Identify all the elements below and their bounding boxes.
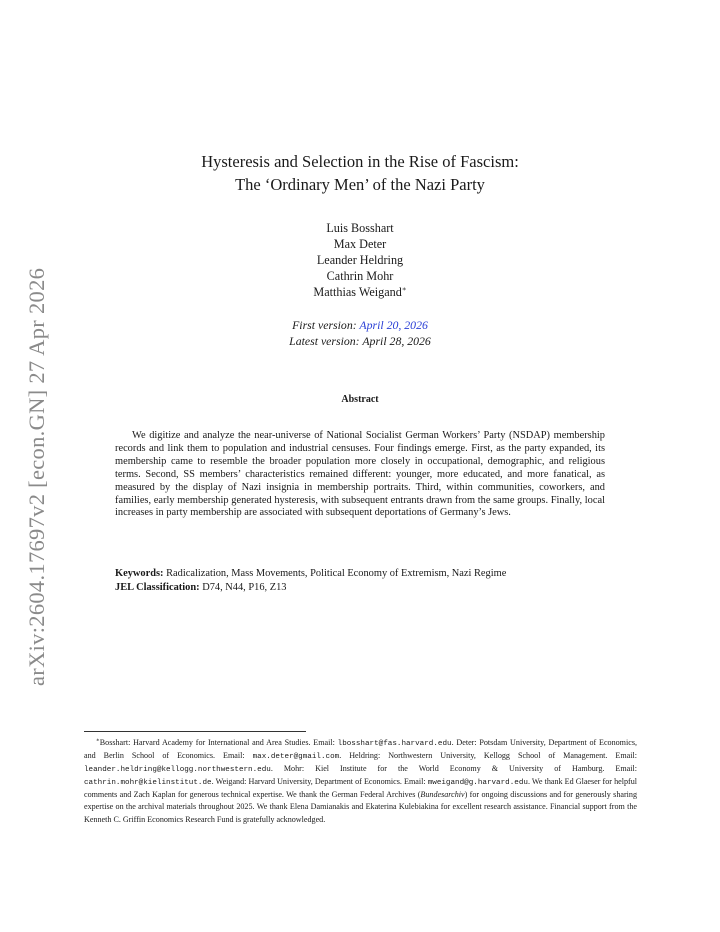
arxiv-stamp-text: arXiv:2604.17697v2 [econ.GN] 27 Apr 2026 <box>24 267 49 686</box>
footnote-mark: ∗ <box>401 284 407 293</box>
footnote-mark: ∗ <box>96 737 100 744</box>
first-version-label: First version: <box>292 318 360 332</box>
footnote <box>84 737 637 826</box>
title-line-1: Hysteresis and Selection in the Rise of Fascism: <box>201 152 519 171</box>
author-name: Max Deter <box>333 237 387 251</box>
footnote-text: . Mohr: Kiel Institute for the World Economy & University of Hamburg. Email: <box>270 764 637 774</box>
jel-value: D74, N44, P16, Z13 <box>202 582 287 593</box>
email-link[interactable]: mweigand@g.harvard.edu <box>427 779 528 788</box>
jel-line <box>115 581 605 595</box>
latest-version-date: April 28, 2026 <box>362 334 431 348</box>
footnote-text: ) for ongoing discussions and for generously sharing expertise on the archival materials throughout 2025. We thank Elena Damianakis and Ekaterina Kulebiakina for excellent research assistance. Financial support from the Kenneth C. Griffin Economics Research Fund is gratefully acknowledged. <box>84 790 637 824</box>
first-version <box>0 317 720 333</box>
abstract-text: We digitize and analyze the near-universe of National Socialist German Workers’ Party (NSDAP) membership records and link them to population and industrial censuses. Four findings emerge. First, as the party expanded, its membership came to resemble the broader population more closely in occupational, demographic, and religious terms. Second, SS members’ characteristics remained different: younger, more educated, and more fanatical, as measured by the display of Nazi insignia in membership portraits. Third, within communities, coworkers, and families, early membership generated hysteresis, with subsequent entrants drawn from the same groups. Finally, local increases in party membership are associated with subsequent deportations of Germany’s Jews. <box>115 430 605 519</box>
version-info <box>0 317 720 349</box>
footnote-italic: Bundesarchiv <box>420 790 465 800</box>
footnote-text: . We thank Ed Glaeser for helpful comments and Zach Kaplan for generous technical expertise. We thank the German Federal Archives ( <box>84 777 638 800</box>
keywords-value: Radicalization, Mass Movements, Political Economy of Extremism, Nazi Regime <box>166 568 507 579</box>
author-name: Luis Bosshart <box>326 221 394 235</box>
jel-label: JEL Classification: <box>115 582 200 593</box>
latest-version <box>0 333 720 349</box>
footnote-text: Bosshart: Harvard Academy for International and Area Studies. Email: <box>99 738 338 747</box>
email-link[interactable]: lbosshart@fas.harvard.edu <box>337 740 452 748</box>
email-link[interactable]: max.deter@gmail.com <box>252 753 340 762</box>
keywords-line <box>115 567 605 581</box>
author-name-with-mark <box>0 284 720 300</box>
email-link[interactable]: cathrin.mohr@kielinstitut.de <box>84 779 212 788</box>
title-line-2: The ‘Ordinary Men’ of the Nazi Party <box>235 175 485 194</box>
footnote-text: . Deter: Potsdam University, Department of Economics, and Berlin School of Economics. Email: <box>84 738 637 761</box>
latest-version-label: Latest version: <box>289 334 363 348</box>
author-list <box>0 220 720 300</box>
author-name: Matthias Weigand <box>313 285 402 299</box>
author-name: Cathrin Mohr <box>326 269 394 283</box>
keywords-label: Keywords: <box>115 568 164 579</box>
footnote-text: . Heldring: Northwestern University, Kellogg School of Management. Email: <box>339 751 637 761</box>
footnote-text: . Weigand: Harvard University, Department of Economics. Email: <box>211 777 428 787</box>
first-version-date-link[interactable]: April 20, 2026 <box>359 318 428 332</box>
email-link[interactable]: leander.heldring@kellogg.northwestern.edu <box>84 766 271 775</box>
keywords-block <box>115 567 605 595</box>
footnote-rule <box>84 731 306 732</box>
abstract-heading: Abstract <box>341 394 379 405</box>
author-name: Leander Heldring <box>316 253 404 267</box>
paper-title <box>0 150 720 196</box>
